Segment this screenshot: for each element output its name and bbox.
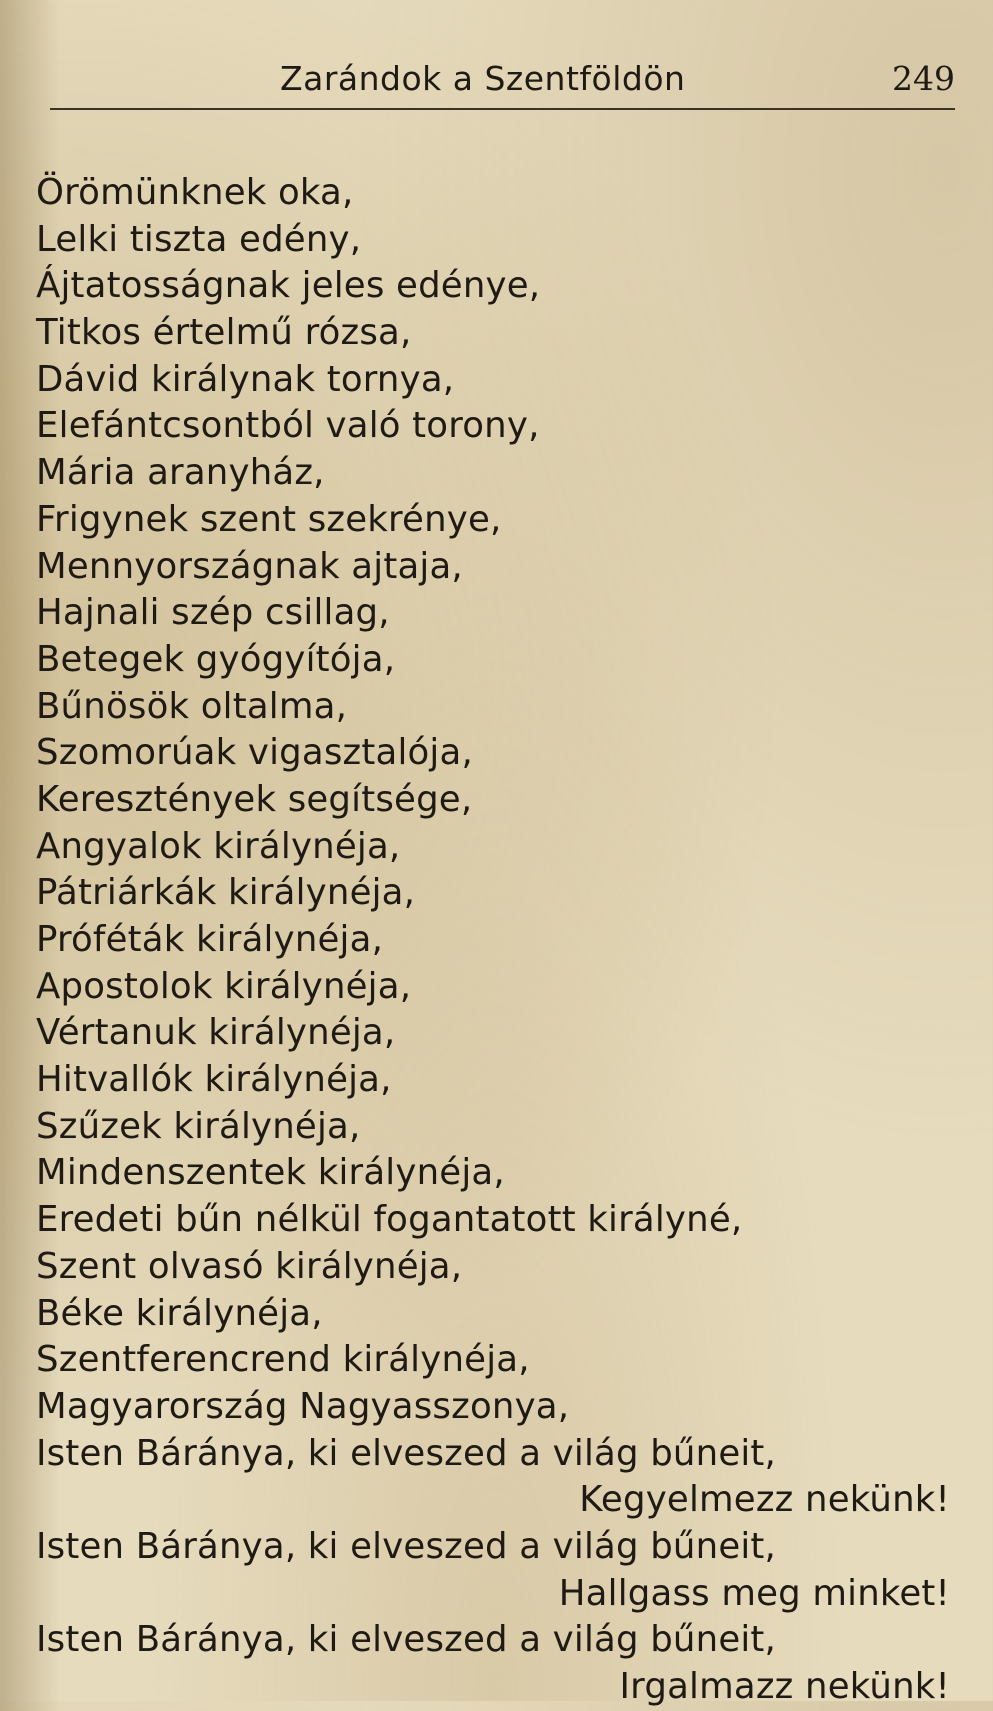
litany-line: Pátriárkák királynéja, (36, 872, 416, 914)
litany-line: Örömünknek oka, (36, 172, 354, 213)
header-rule (50, 108, 955, 110)
litany-line: Mennyországnak ajtaja, (36, 545, 463, 587)
litany-line: Mária aranyház, (36, 452, 325, 494)
page-number: 249 (892, 59, 955, 98)
litany-line: Bűnösök oltalma, (36, 685, 348, 727)
litany-line: Lelki tiszta edény, (36, 218, 362, 260)
litany-line: Szentferencrend királynéja, (36, 1339, 530, 1381)
response-line: Irgalmazz nekünk! (619, 1666, 950, 1707)
litany-line: Hajnali szép csillag, (36, 592, 390, 634)
response-line: Hallgass meg minket! (558, 1572, 950, 1614)
litany-line: Vértanuk királynéja, (36, 1012, 396, 1054)
litany-line: Szomorúak vigasztalója, (36, 732, 473, 774)
litany-line: Isten Báránya, ki elveszed a világ bűneit, (36, 1432, 777, 1474)
litany-line: Isten Báránya, ki elveszed a világ bűneit, (36, 1525, 777, 1567)
litany-line: Keresztények segítsége, (36, 778, 473, 820)
litany-line: Szűzek királynéja, (36, 1105, 361, 1147)
litany-text (36, 170, 956, 1711)
page-header (50, 56, 955, 102)
running-title: Zarándok a Szentföldön (280, 59, 686, 98)
litany-line: Eredeti bűn nélkül fogantatott királyné, (36, 1199, 743, 1241)
litany-line: Isten Báránya, ki elveszed a világ bűneit, (36, 1619, 777, 1661)
litany-line: Angyalok királynéja, (36, 825, 401, 867)
litany-line: Titkos értelmű rózsa, (36, 312, 412, 354)
litany-line: Hitvallók királynéja, (36, 1059, 392, 1101)
litany-line: Magyarország Nagyasszonya, (36, 1385, 570, 1427)
litany-line: Mindenszentek királynéja, (36, 1152, 505, 1194)
litany-line: Elefántcsontból való torony, (36, 405, 540, 447)
litany-line: Frigynek szent szekrénye, (36, 498, 502, 540)
litany-line: Ájtatosságnak jeles edénye, (36, 265, 541, 307)
litany-line: Apostolok királynéja, (36, 965, 412, 1007)
litany-line: Betegek gyógyítója, (36, 638, 396, 680)
litany-line: Dávid királynak tornya, (36, 358, 455, 400)
response-line: Kegyelmezz nekünk! (579, 1479, 950, 1521)
litany-line: Próféták királynéja, (36, 919, 384, 960)
litany-line: Szent olvasó királynéja, (36, 1245, 463, 1287)
litany-line: Béke királynéja, (36, 1292, 323, 1334)
